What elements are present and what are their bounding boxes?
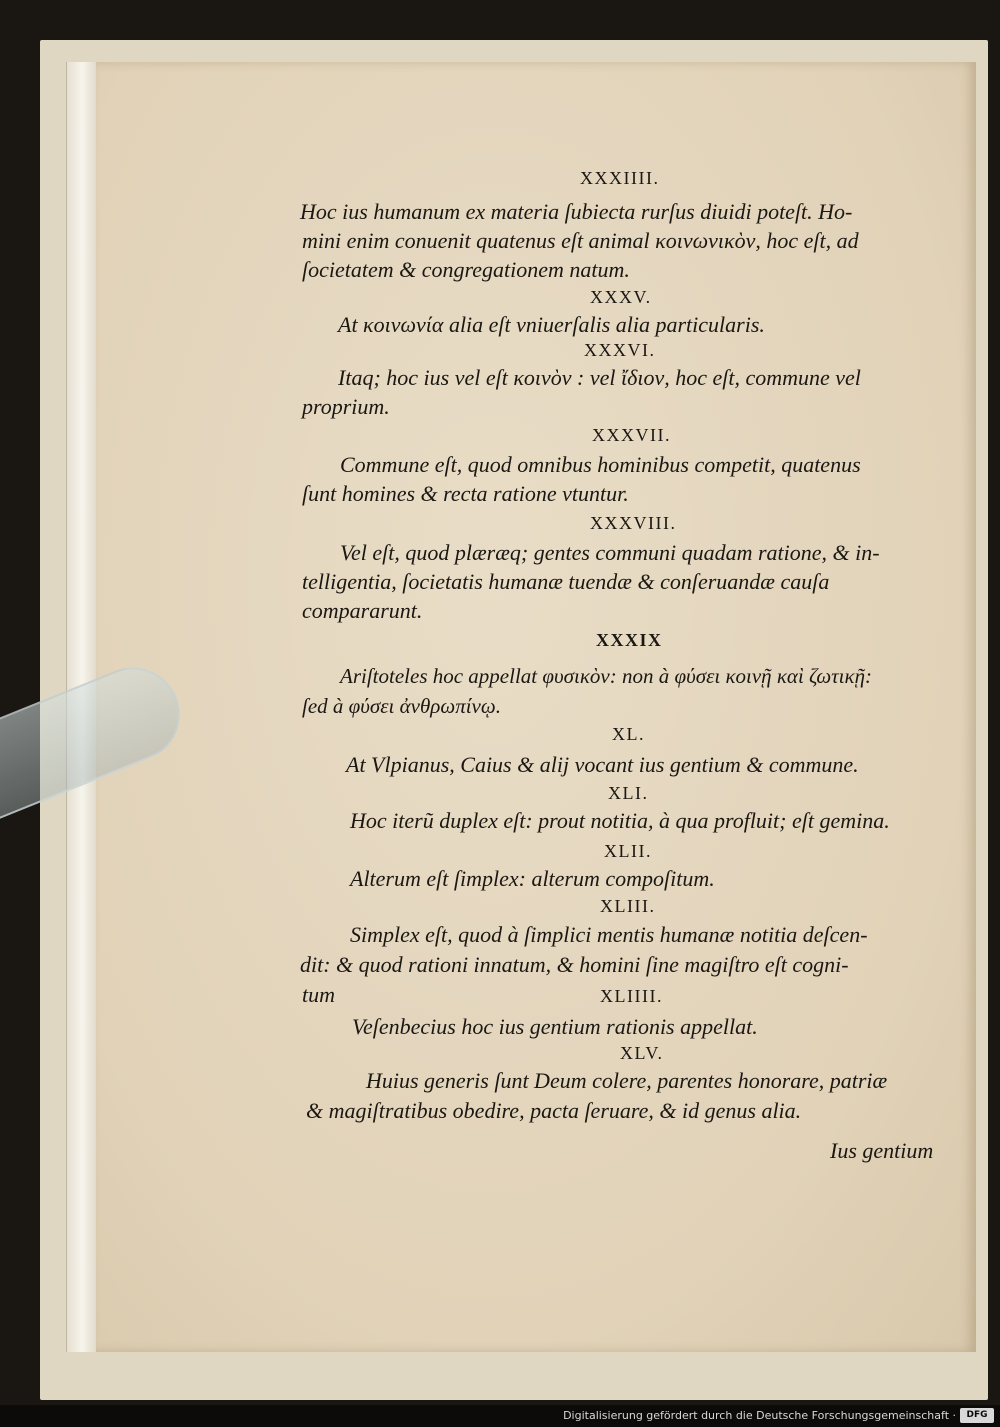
text-line: Itaq; hoc ius vel eſt κοινὸν : vel ἴδιον, hoc eſt, commune vel <box>338 365 861 390</box>
section-number: XXXVI. <box>584 340 656 360</box>
section-number: XXXV. <box>590 287 652 307</box>
text-line: Ariſtoteles hoc appellat φυσικὸν: non à φύσει κοινῇ καὶ ζωτικῇ: <box>340 664 873 688</box>
section-number: XLIIII. <box>600 986 663 1006</box>
text-line: ſocietatem & congregationem natum. <box>302 257 630 282</box>
text-line: Alterum eſt ſimplex: alterum compoſitum. <box>350 866 715 891</box>
text-line: telligentia, ſocietatis humanæ tuendæ & conſeruandæ cauſa <box>302 569 830 594</box>
text-line: Hoc ius humanum ex materia ſubiecta rurſus diuidi poteſt. Ho- <box>300 199 853 224</box>
section-number: XLV. <box>620 1043 664 1063</box>
section-number: XXXVIII. <box>590 513 677 533</box>
text-line: Vel eſt, quod plæræq; gentes communi quadam ratione, & in- <box>340 540 880 565</box>
text-line: dit: & quod rationi innatum, & homini ſine magiſtro eſt cogni- <box>300 952 849 977</box>
section-number: XXXVII. <box>592 425 671 445</box>
text-line: & magiſtratibus obedire, pacta ſeruare, & id genus alia. <box>306 1098 802 1123</box>
text-line: Simplex eſt, quod à ſimplici mentis humanæ notitia deſcen- <box>350 922 868 947</box>
text-line: Hoc iterũ duplex eſt: prout notitia, à qua profluit; eſt gemina. <box>350 808 890 833</box>
dfg-logo: DFG <box>960 1408 994 1423</box>
section-number: XXXIIII. <box>580 168 660 188</box>
text-line: At κοινωνία alia eſt vniuerſalis alia particularis. <box>338 312 765 337</box>
footer-bar <box>0 1405 1000 1427</box>
catchword: Ius gentium <box>830 1138 934 1163</box>
text-line: ſunt homines & recta ratione vtuntur. <box>302 481 629 506</box>
text-line: Veſenbecius hoc ius gentium rationis appellat. <box>352 1014 758 1039</box>
text-line: Commune eſt, quod omnibus hominibus competit, quatenus <box>340 452 861 477</box>
funding-credit: Digitalisierung gefördert durch die Deutsche Forschungsgemeinschaft · <box>563 1409 956 1422</box>
text-line: proprium. <box>302 394 390 419</box>
section-number: XLII. <box>604 841 652 861</box>
text-line: mini enim conuenit quatenus eſt animal κοινωνικὸν, hoc eſt, ad <box>302 228 859 253</box>
text-line: tum <box>302 982 335 1007</box>
section-number: XLIII. <box>600 896 656 916</box>
text-line: compararunt. <box>302 598 423 623</box>
section-number: XL. <box>612 724 645 744</box>
text-line: Huius generis ſunt Deum colere, parentes honorare, patriæ <box>366 1068 888 1093</box>
section-number: XLI. <box>608 783 649 803</box>
section-number: XXXIX <box>596 630 663 650</box>
text-line: At Vlpianus, Caius & alij vocant ius gentium & commune. <box>346 752 859 777</box>
text-line: ſed à φύσει ἀνθρωπίνῳ. <box>302 694 501 718</box>
